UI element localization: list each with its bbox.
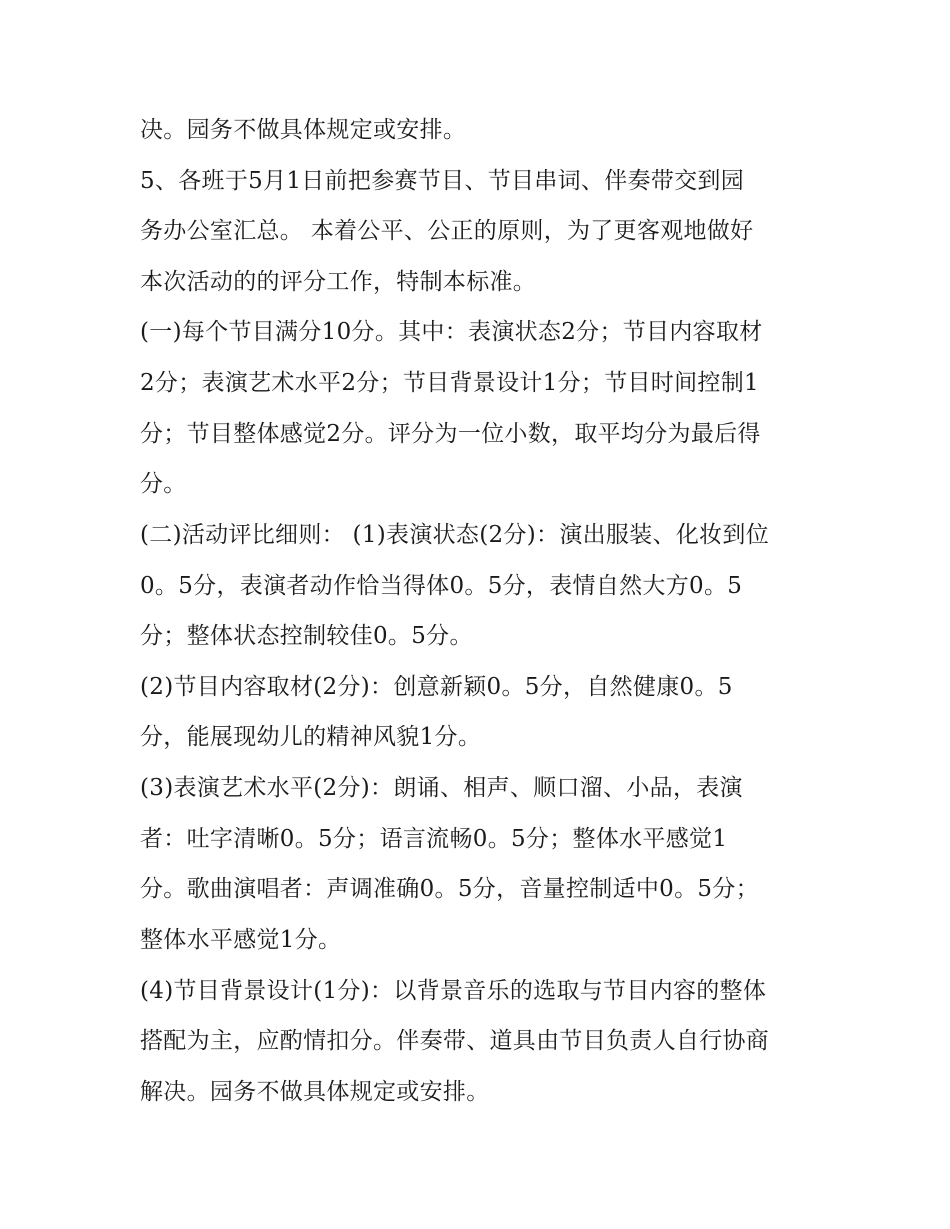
text-line: 分。 [140, 471, 187, 497]
text-line: (一)每个节目满分10分。其中：表演状态2分；节目内容取材 [140, 319, 763, 345]
text-line: 0。5分，表演者动作恰当得体0。5分，表情自然大方0。5 [140, 573, 743, 599]
text-line: 务办公室汇总。 本着公平、公正的原则，为了更客观地做好 [140, 218, 754, 244]
text-line: 分；整体状态控制较佳0。5分。 [140, 623, 473, 649]
text-line: 搭配为主，应酌情扣分。伴奏带、道具由节目负责人自行协商 [140, 1028, 770, 1054]
text-line: 整体水平感觉1分。 [140, 927, 342, 953]
text-line: 决。园务不做具体规定或安排。 [140, 117, 467, 143]
text-line: (二)活动评比细则： (1)表演状态(2分)：演出服装、化妆到位 [140, 522, 770, 548]
text-line: 者：吐字清晰0。5分；语言流畅0。5分；整体水平感觉1 [140, 826, 728, 852]
text-line: 本次活动的的评分工作，特制本标准。 [140, 269, 537, 295]
text-line: 分，能展现幼儿的精神风貌1分。 [140, 724, 482, 750]
text-line: 解决。园务不做具体规定或安排。 [140, 1079, 490, 1105]
text-line: (4)节目背景设计(1分)：以背景音乐的选取与节目内容的整体 [140, 978, 767, 1004]
text-line: 分。歌曲演唱者：声调准确0。5分，音量控制适中0。5分； [140, 876, 759, 902]
text-line: (3)表演艺术水平(2分)：朗诵、相声、顺口溜、小品，表演 [140, 775, 743, 801]
text-line: 5、各班于5月1日前把参赛节目、节目串词、伴奏带交到园 [140, 168, 744, 194]
text-line: (2)节目内容取材(2分)：创意新颖0。5分，自然健康0。5 [140, 674, 733, 700]
text-line: 2分；表演艺术水平2分；节目背景设计1分；节目时间控制1 [140, 370, 759, 396]
text-line: 分；节目整体感觉2分。评分为一位小数，取平均分为最后得 [140, 421, 761, 447]
